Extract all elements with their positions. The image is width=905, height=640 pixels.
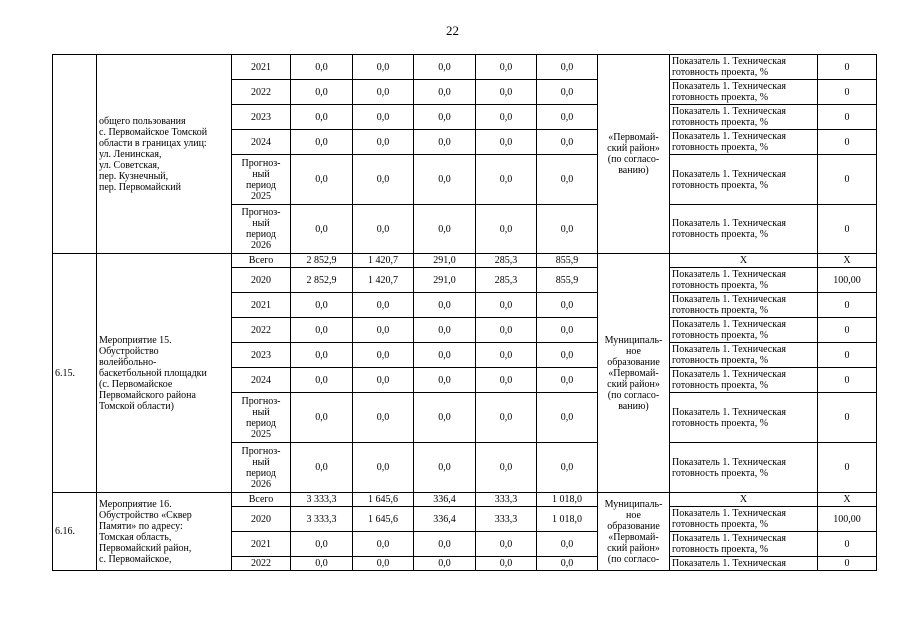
indicator-value-cell: 0 xyxy=(818,318,877,343)
indicator-cell: Показатель 1. Техническая готовность проекта, % xyxy=(670,130,818,155)
indicator-cell: Показатель 1. Техническая готовность проекта, % xyxy=(670,293,818,318)
amount-cell: 1 645,6 xyxy=(353,507,414,532)
amount-cell: 0,0 xyxy=(353,318,414,343)
amount-cell: 0,0 xyxy=(353,532,414,557)
amount-cell: 0,0 xyxy=(476,205,537,254)
executor-line: (по согласо- xyxy=(607,553,660,565)
item-name-line: Первомайский район, xyxy=(99,542,192,554)
item-name-line: Первомайского района xyxy=(99,389,196,401)
item-name-line: Томской области) xyxy=(99,400,174,412)
period-line: 2024 xyxy=(251,374,271,386)
indicator-cell: Показатель 1. Техническая готовность проекта, % xyxy=(670,205,818,254)
amount-cell: 0,0 xyxy=(414,557,476,571)
indicator-value-cell: 0 xyxy=(818,155,877,205)
amount-cell: 0,0 xyxy=(414,105,476,130)
item-name-line: баскетбольной площадки xyxy=(99,367,207,379)
item-number: 6.15. xyxy=(53,254,97,493)
indicator-cell: Показатель 1. Техническая готовность проекта, % xyxy=(670,155,818,205)
amount-cell: 333,3 xyxy=(476,493,537,507)
period-cell xyxy=(232,493,291,507)
indicator-value-cell: 0 xyxy=(818,368,877,393)
amount-cell: 0,0 xyxy=(414,532,476,557)
period-cell xyxy=(232,293,291,318)
amount-cell: 0,0 xyxy=(414,155,476,205)
period-line: 2026 xyxy=(251,240,271,251)
indicator-cell: Показатель 1. Техническая готовность проекта, % xyxy=(670,343,818,368)
indicator-cell: Показатель 1. Техническая готовность проекта, % xyxy=(670,105,818,130)
item-name xyxy=(97,55,232,254)
amount-cell: 0,0 xyxy=(291,368,353,393)
table-body xyxy=(53,55,877,571)
period-line: 2021 xyxy=(251,61,271,73)
table-row xyxy=(53,493,877,507)
executor-line: «Первомай- xyxy=(608,367,659,379)
period-cell xyxy=(232,55,291,80)
item-name-line: области в границах улиц: xyxy=(99,137,207,149)
amount-cell: 0,0 xyxy=(291,343,353,368)
amount-cell: 0,0 xyxy=(537,557,598,571)
amount-cell: 855,9 xyxy=(537,268,598,293)
period-line: период xyxy=(246,229,276,240)
amount-cell: 0,0 xyxy=(414,368,476,393)
program-table xyxy=(52,54,877,571)
period-line: 2021 xyxy=(251,299,271,311)
amount-cell: 0,0 xyxy=(537,55,598,80)
amount-cell: 2 852,9 xyxy=(291,254,353,268)
amount-cell: 0,0 xyxy=(291,105,353,130)
amount-cell: 1 420,7 xyxy=(353,268,414,293)
executor-line: «Первомай- xyxy=(608,531,659,543)
period-cell xyxy=(232,105,291,130)
item-name-line: Томская область, xyxy=(99,531,172,543)
period-cell xyxy=(232,318,291,343)
indicator-value-cell: Х xyxy=(818,493,877,507)
item-name-line: общего пользования xyxy=(99,115,186,127)
executor-line: ский район» xyxy=(607,542,660,554)
amount-cell: 336,4 xyxy=(414,493,476,507)
executor-line: «Первомай- xyxy=(608,132,659,143)
period-line: 2022 xyxy=(251,558,271,569)
indicator-value-cell: 0 xyxy=(818,532,877,557)
indicator-cell: Показатель 1. Техническая готовность проекта, % xyxy=(670,532,818,557)
amount-cell: 336,4 xyxy=(414,507,476,532)
amount-cell: 0,0 xyxy=(291,55,353,80)
period-line: Прогноз- xyxy=(241,207,281,218)
period-line: Прогноз- xyxy=(241,157,281,169)
indicator-cell: Показатель 1. Техническая готовность проекта, % xyxy=(670,268,818,293)
amount-cell: 0,0 xyxy=(414,343,476,368)
amount-cell: 285,3 xyxy=(476,254,537,268)
period-cell xyxy=(232,268,291,293)
item-name-line: волейбольно- xyxy=(99,356,157,368)
indicator-value-cell: 0 xyxy=(818,105,877,130)
item-name-line: пер. Первомайский xyxy=(99,181,181,193)
amount-cell: 3 333,3 xyxy=(291,493,353,507)
indicator-cell: Показатель 1. Техническая готовность проекта, % xyxy=(670,368,818,393)
amount-cell: 333,3 xyxy=(476,507,537,532)
executor-line: (по согласо- xyxy=(607,154,660,165)
amount-cell: 0,0 xyxy=(291,130,353,155)
amount-cell: 0,0 xyxy=(414,393,476,443)
amount-cell: 0,0 xyxy=(291,80,353,105)
period-line: период xyxy=(246,467,276,479)
indicator-value-cell: Х xyxy=(818,254,877,268)
amount-cell: 0,0 xyxy=(353,155,414,205)
amount-cell: 0,0 xyxy=(537,368,598,393)
period-line: ный xyxy=(252,406,270,418)
period-line: 2020 xyxy=(251,513,271,525)
item-name-line: с. Первомайское Томской xyxy=(99,126,208,138)
indicator-value-cell: 100,00 xyxy=(818,268,877,293)
indicator-value-cell: 0 xyxy=(818,80,877,105)
period-line: 2020 xyxy=(251,274,271,286)
amount-cell: 0,0 xyxy=(537,393,598,443)
amount-cell: 1 420,7 xyxy=(353,254,414,268)
executor-line: ное xyxy=(626,345,641,357)
amount-cell: 0,0 xyxy=(291,532,353,557)
indicator-value-cell: 0 xyxy=(818,293,877,318)
amount-cell: 0,0 xyxy=(353,393,414,443)
period-line: Всего xyxy=(248,255,274,266)
amount-cell: 0,0 xyxy=(537,293,598,318)
item-name xyxy=(97,493,232,571)
period-cell xyxy=(232,254,291,268)
amount-cell: 0,0 xyxy=(291,557,353,571)
amount-cell: 285,3 xyxy=(476,268,537,293)
amount-cell: 0,0 xyxy=(353,368,414,393)
amount-cell: 0,0 xyxy=(414,130,476,155)
amount-cell: 3 333,3 xyxy=(291,507,353,532)
item-name-line: Мероприятие 16. xyxy=(99,498,172,510)
indicator-value-cell: 0 xyxy=(818,343,877,368)
amount-cell: 0,0 xyxy=(537,205,598,254)
amount-cell: 0,0 xyxy=(353,557,414,571)
period-line: 2025 xyxy=(251,190,271,202)
indicator-cell: Показатель 1. Техническая готовность проекта, % xyxy=(670,393,818,443)
indicator-value-cell: 0 xyxy=(818,557,877,571)
indicator-cell: Х xyxy=(670,493,818,507)
table-row xyxy=(53,254,877,268)
indicator-value-cell: 0 xyxy=(818,130,877,155)
amount-cell: 0,0 xyxy=(353,130,414,155)
amount-cell: 0,0 xyxy=(291,205,353,254)
amount-cell: 0,0 xyxy=(476,557,537,571)
period-cell xyxy=(232,155,291,205)
page-number: 22 xyxy=(446,23,459,38)
item-name-line: Памяти» по адресу: xyxy=(99,520,183,532)
period-cell xyxy=(232,507,291,532)
amount-cell: 0,0 xyxy=(353,55,414,80)
executor-line: ванию) xyxy=(618,400,649,412)
amount-cell: 0,0 xyxy=(353,105,414,130)
amount-cell: 0,0 xyxy=(476,318,537,343)
amount-cell: 0,0 xyxy=(476,532,537,557)
executor-line: образование xyxy=(607,520,660,532)
amount-cell: 0,0 xyxy=(414,293,476,318)
period-line: период xyxy=(246,417,276,429)
amount-cell: 0,0 xyxy=(414,443,476,493)
amount-cell: 0,0 xyxy=(353,343,414,368)
executor-line: Муниципаль- xyxy=(604,498,663,510)
executor-cell xyxy=(598,493,670,571)
amount-cell: 0,0 xyxy=(476,368,537,393)
amount-cell: 0,0 xyxy=(353,293,414,318)
period-line: Прогноз- xyxy=(241,445,281,457)
period-line: ный xyxy=(252,218,270,229)
amount-cell: 0,0 xyxy=(537,532,598,557)
indicator-cell: Показатель 1. Техническая готовность проекта, % xyxy=(670,80,818,105)
indicator-value-cell: 0 xyxy=(818,443,877,493)
indicator-cell: Х xyxy=(670,254,818,268)
amount-cell: 855,9 xyxy=(537,254,598,268)
amount-cell: 0,0 xyxy=(476,393,537,443)
executor-line: ский район» xyxy=(607,143,660,154)
amount-cell: 1 018,0 xyxy=(537,507,598,532)
period-line: ный xyxy=(252,456,270,468)
amount-cell: 0,0 xyxy=(353,443,414,493)
period-line: 2024 xyxy=(251,136,271,148)
executor-line: (по согласо- xyxy=(607,389,660,401)
period-cell xyxy=(232,80,291,105)
period-cell xyxy=(232,557,291,571)
period-line: 2023 xyxy=(251,349,271,361)
item-name xyxy=(97,254,232,493)
executor-line: ский район» xyxy=(607,378,660,390)
period-cell xyxy=(232,205,291,254)
period-cell xyxy=(232,393,291,443)
amount-cell: 0,0 xyxy=(291,293,353,318)
amount-cell: 291,0 xyxy=(414,268,476,293)
indicator-cell: Показатель 1. Техническая готовность проекта, % xyxy=(670,318,818,343)
amount-cell: 0,0 xyxy=(476,105,537,130)
amount-cell: 1 645,6 xyxy=(353,493,414,507)
indicator-value-cell: 0 xyxy=(818,393,877,443)
period-cell xyxy=(232,368,291,393)
period-line: 2022 xyxy=(251,86,271,98)
period-line: 2026 xyxy=(251,478,271,490)
amount-cell: 0,0 xyxy=(414,205,476,254)
amount-cell: 0,0 xyxy=(353,80,414,105)
indicator-value-cell: 0 xyxy=(818,55,877,80)
item-name-line: с. Первомайское, xyxy=(99,553,172,565)
period-line: 2021 xyxy=(251,538,271,550)
table-row xyxy=(53,55,877,80)
indicator-cell: Показатель 1. Техническая готовность проекта, % xyxy=(670,443,818,493)
period-cell xyxy=(232,130,291,155)
indicator-cell: Показатель 1. Техническая готовность проекта, % xyxy=(670,55,818,80)
period-cell xyxy=(232,443,291,493)
executor-line: Муниципаль- xyxy=(604,334,663,346)
amount-cell: 0,0 xyxy=(476,55,537,80)
amount-cell: 0,0 xyxy=(537,105,598,130)
amount-cell: 0,0 xyxy=(476,343,537,368)
item-name-line: (с. Первомайское xyxy=(99,378,173,390)
amount-cell: 0,0 xyxy=(291,318,353,343)
period-line: 2025 xyxy=(251,428,271,440)
indicator-cell: Показатель 1. Техническая xyxy=(670,557,818,571)
amount-cell: 0,0 xyxy=(537,130,598,155)
amount-cell: 0,0 xyxy=(476,155,537,205)
amount-cell: 0,0 xyxy=(537,80,598,105)
period-line: Прогноз- xyxy=(241,395,281,407)
period-line: Всего xyxy=(248,494,274,505)
amount-cell: 0,0 xyxy=(476,443,537,493)
period-line: ный xyxy=(252,168,270,180)
indicator-cell: Показатель 1. Техническая готовность проекта, % xyxy=(670,507,818,532)
amount-cell: 0,0 xyxy=(537,155,598,205)
amount-cell: 0,0 xyxy=(414,55,476,80)
amount-cell: 1 018,0 xyxy=(537,493,598,507)
item-name-line: Мероприятие 15. xyxy=(99,334,172,346)
item-name-line: ул. Советская, xyxy=(99,159,160,171)
executor-line: ное xyxy=(626,509,641,521)
executor-line: образование xyxy=(607,356,660,368)
amount-cell: 0,0 xyxy=(476,293,537,318)
period-cell xyxy=(232,343,291,368)
item-name-line: Обустройство xyxy=(99,345,159,357)
item-name-line: ул. Ленинская, xyxy=(99,148,162,160)
period-cell xyxy=(232,532,291,557)
executor-cell xyxy=(598,55,670,254)
period-line: период xyxy=(246,179,276,191)
amount-cell: 0,0 xyxy=(291,443,353,493)
amount-cell: 0,0 xyxy=(291,393,353,443)
amount-cell: 0,0 xyxy=(353,205,414,254)
amount-cell: 0,0 xyxy=(291,155,353,205)
amount-cell: 2 852,9 xyxy=(291,268,353,293)
period-line: 2022 xyxy=(251,324,271,336)
item-name-line: пер. Кузнечный, xyxy=(99,170,169,182)
item-number xyxy=(53,55,97,254)
amount-cell: 0,0 xyxy=(537,443,598,493)
amount-cell: 0,0 xyxy=(476,130,537,155)
executor-line: ванию) xyxy=(618,165,649,176)
amount-cell: 0,0 xyxy=(537,343,598,368)
item-number: 6.16. xyxy=(53,493,97,571)
amount-cell: 0,0 xyxy=(414,80,476,105)
indicator-value-cell: 0 xyxy=(818,205,877,254)
period-line: 2023 xyxy=(251,111,271,123)
item-name-line: Обустройство «Сквер xyxy=(99,509,192,521)
indicator-value-cell: 100,00 xyxy=(818,507,877,532)
amount-cell: 291,0 xyxy=(414,254,476,268)
amount-cell: 0,0 xyxy=(414,318,476,343)
amount-cell: 0,0 xyxy=(476,80,537,105)
executor-cell xyxy=(598,254,670,493)
amount-cell: 0,0 xyxy=(537,318,598,343)
